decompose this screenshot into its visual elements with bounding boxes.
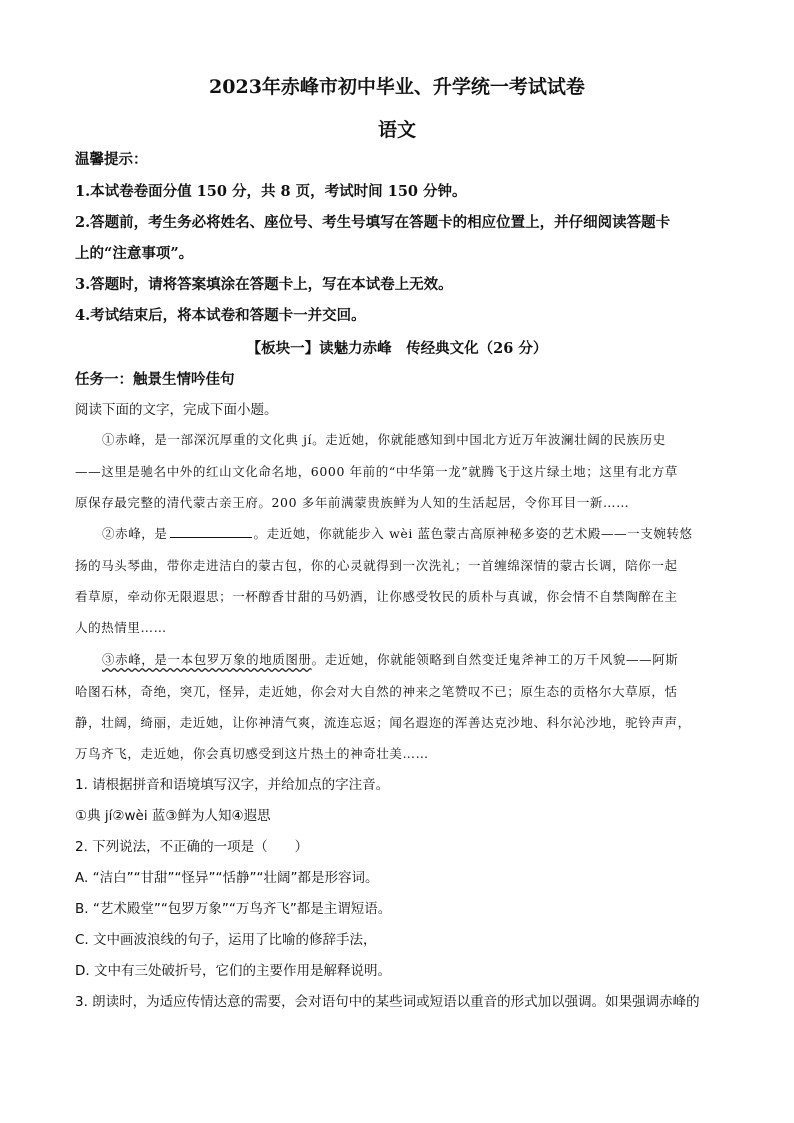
passage-line: 扬的马头琴曲，带你走进洁白的蒙古包，你的心灵就得到一次洗礼；一首缠绵深情的蒙古长调，陪你一起 xyxy=(75,558,678,573)
passage-line: 原保存最完整的清代蒙古亲王府。200 多年前满蒙贵族鲜为人知的生活起居，令你耳目一新…… xyxy=(75,495,630,510)
passage-line: 哈图石林，奇绝，突兀，怪异，走近她，你会对大自然的神来之笔赞叹不已；原生态的贡格尔大草原，恬 xyxy=(75,684,678,699)
notice-item: 2.答题前，考生务必将姓名、座位号、考生号填写在答题卡的相应位置上，并仔细阅读答题卡 xyxy=(75,214,671,231)
instruction: 阅读下面的文字，完成下面小题。 xyxy=(75,402,278,418)
passage-line: 看草原，牵动你无限遐思；一杯醇香甘甜的马奶酒，让你感受牧民的质朴与真诚，你会情不自禁陶醉在主 xyxy=(75,589,678,604)
passage-text: 。走近她，你就能步入 wèi 蓝色蒙古高原神秘多姿的艺术殿——一支婉转悠 xyxy=(253,526,693,541)
notice-heading: 温馨提示： xyxy=(75,151,148,168)
notice-item: 4.考试结束后，将本试卷和答题卡一并交回。 xyxy=(75,307,366,324)
passage-text: ②赤峰，是 xyxy=(102,526,168,541)
notice-item: 1.本试卷卷面分值 150 分，共 8 页，考试时间 150 分钟。 xyxy=(75,183,467,200)
question-line: 2. 下列说法，不正确的一项是（ ） xyxy=(75,839,309,855)
question-line: 3. 朗读时，为适应传情达意的需要，会对语句中的某些词或短语以重音的形式加以强调。如果强调赤峰的 xyxy=(75,994,700,1010)
passage-line xyxy=(102,650,752,670)
task-heading: 任务一：触景生情吟佳句 xyxy=(75,371,235,388)
subject-title: 语文 xyxy=(377,119,416,141)
option-d: D. 文中有三处破折号，它们的主要作用是解释说明。 xyxy=(75,963,391,979)
notice-item: 3.答题时，请将答案填涂在答题卡上，写在本试卷上无效。 xyxy=(75,276,453,293)
passage-line: 人的热情里…… xyxy=(75,620,167,635)
passage-line: ①赤峰，是一部深沉厚重的文化典 jí。走近她，你就能感知到中国北方近万年波澜壮阔的民族历史 xyxy=(102,432,666,447)
section-heading: 【板块一】读魅力赤峰 传经典文化（26 分） xyxy=(246,340,548,357)
passage-line xyxy=(102,524,752,544)
passage-line: 静，壮阔，绮丽，走近她，让你神清气爽，流连忘返；闻名遐迩的浑善达克沙地、科尔沁沙地，驼铃声声， xyxy=(75,715,691,730)
passage-text: 。走近她，你就能领略到自然变迁鬼斧神工的万千风貌——阿斯 xyxy=(311,652,679,667)
fill-in-blank xyxy=(170,524,252,538)
passage-line: ——这里是驰名中外的红山文化命名地，6000 年前的“中华第一龙”就腾飞于这片绿土地；这里有北方草 xyxy=(75,464,678,479)
option-a: A. “洁白”“甘甜”“怪异”“恬静”“壮阔”都是形容词。 xyxy=(75,870,379,886)
passage-line: 万鸟齐飞，走近她，你会真切感受到这片热土的神奇壮美…… xyxy=(75,746,429,761)
question-line: ①典 jí②wèi 蓝③鲜为人知④遐思 xyxy=(75,808,271,824)
option-c: C. 文中画波浪线的句子，运用了比喻的修辞手法， xyxy=(75,932,377,948)
wavy-underlined-sentence: ③赤峰，是一本包罗万象的地质图册 xyxy=(102,652,312,667)
option-b: B. “艺术殿堂”“包罗万象”“万鸟齐飞”都是主谓短语。 xyxy=(75,901,392,917)
question-line: 1. 请根据拼音和语境填写汉字，并给加点的字注音。 xyxy=(75,777,390,793)
notice-item: 上的“注意事项”。 xyxy=(75,245,194,262)
exam-title: 2023年赤峰市初中毕业、升学统一考试试卷 xyxy=(209,76,585,98)
